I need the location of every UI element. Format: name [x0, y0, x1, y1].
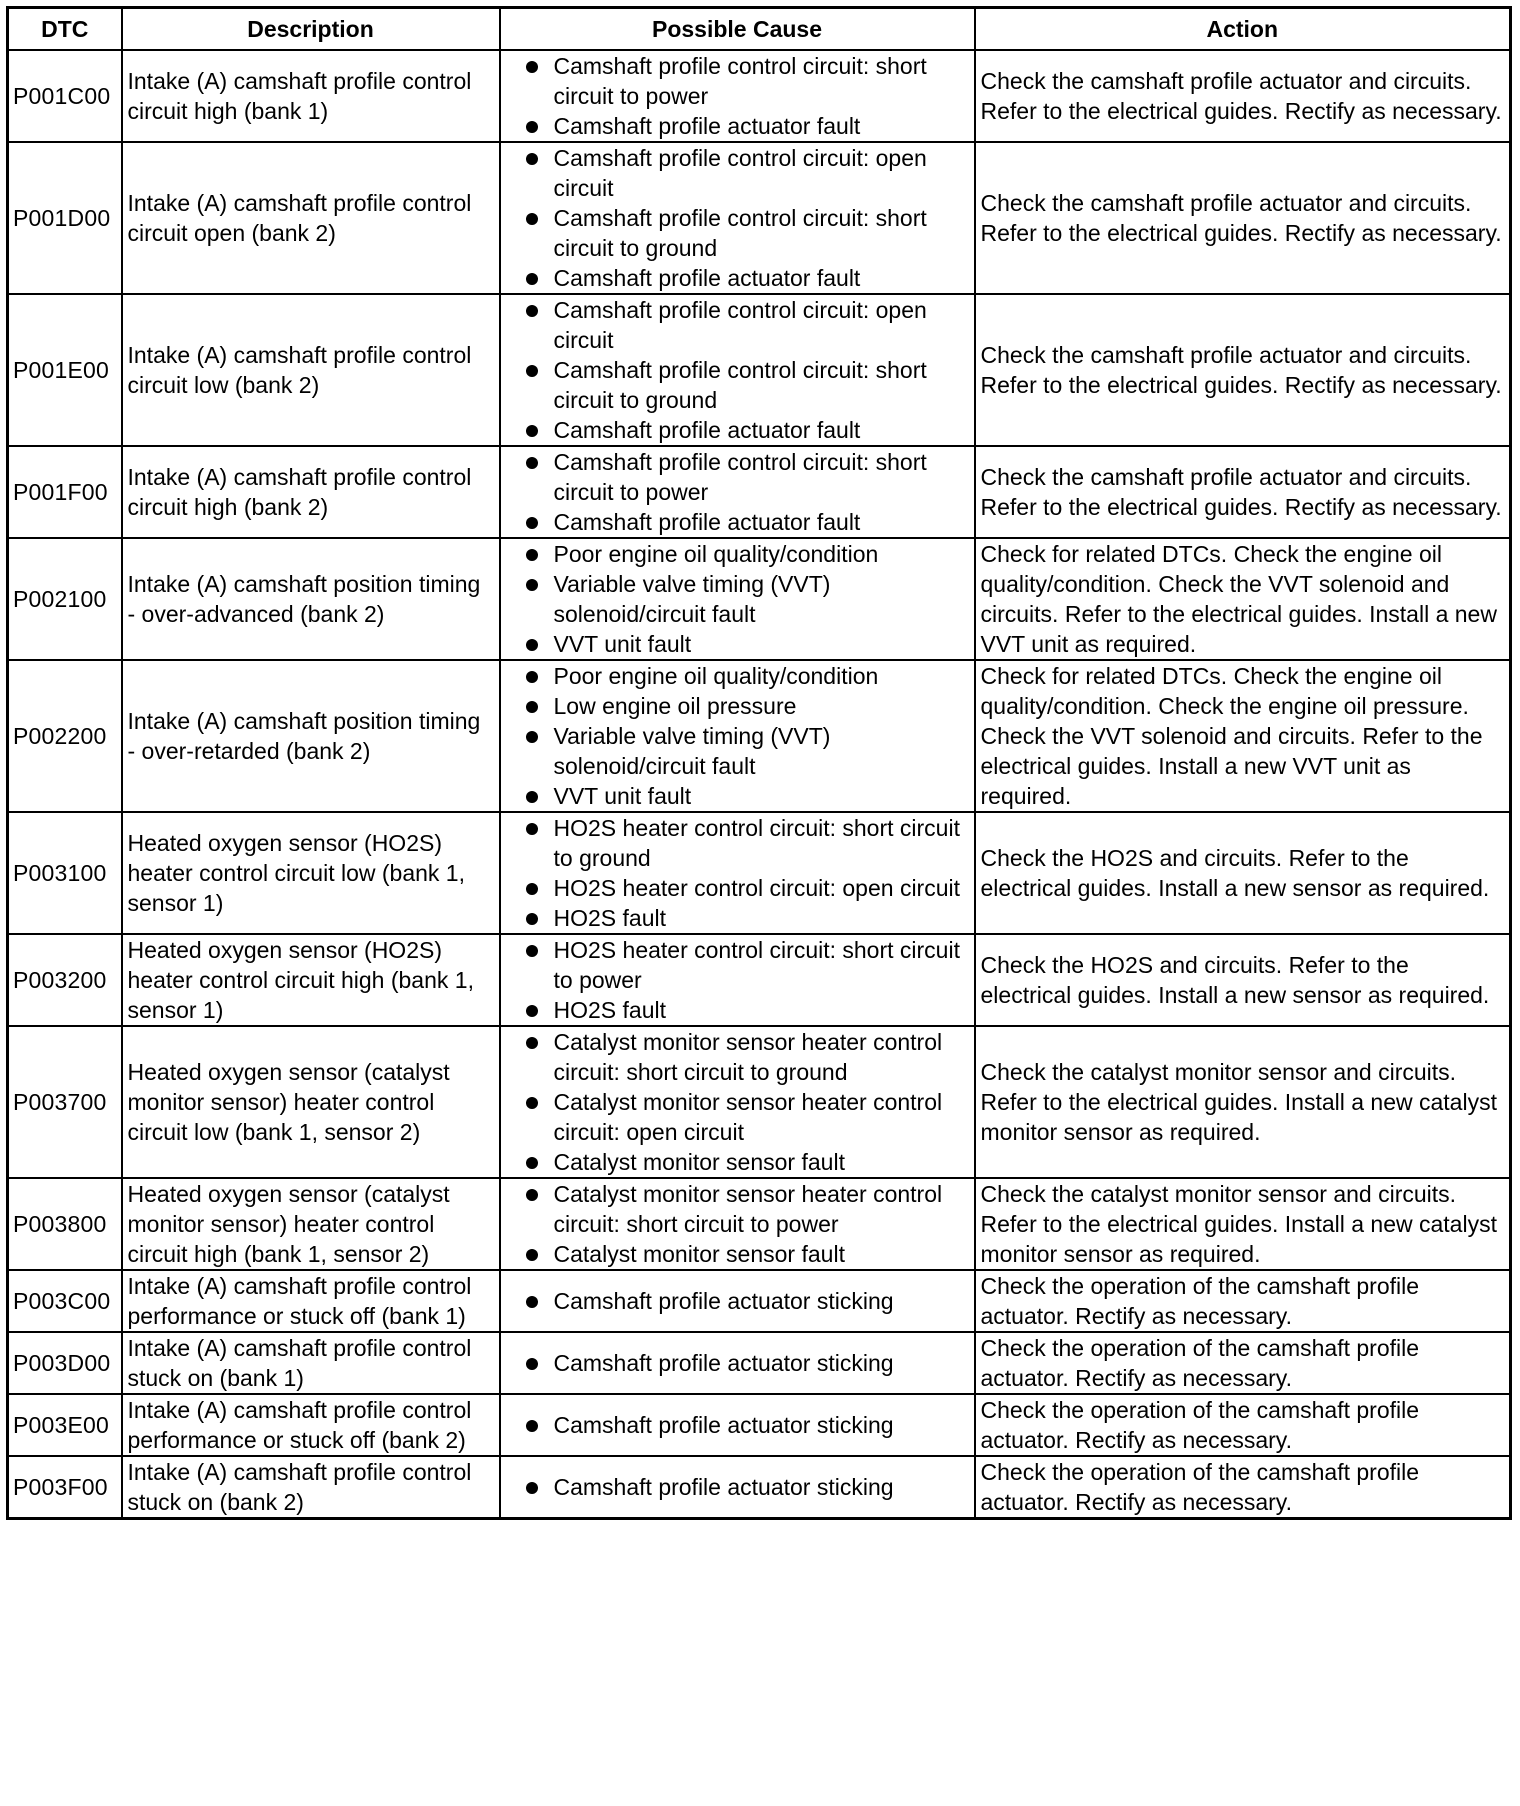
table-row — [8, 294, 1511, 446]
dtc-code-cell: P003D00 — [8, 1332, 122, 1394]
cause-list-item: Camshaft profile control circuit: short circuit to ground — [506, 355, 969, 415]
possible-cause-cell — [500, 446, 975, 538]
action-cell: Check for related DTCs. Check the engine oil quality/condition. Check the VVT solenoid and circuits. Refer to the electrical guides. Install a new VVT unit as required. — [975, 538, 1511, 660]
table-row — [8, 1456, 1511, 1519]
action-cell: Check the catalyst monitor sensor and circuits. Refer to the electrical guides. Install a new catalyst monitor sensor as required. — [975, 1026, 1511, 1178]
cause-list-item: Poor engine oil quality/condition — [506, 539, 969, 569]
dtc-code-cell: P001F00 — [8, 446, 122, 538]
possible-cause-cell — [500, 1456, 975, 1519]
cause-list — [506, 935, 969, 1025]
cause-list-item: Camshaft profile actuator sticking — [506, 1472, 969, 1502]
action-cell: Check the camshaft profile actuator and circuits. Refer to the electrical guides. Rectify as necessary. — [975, 50, 1511, 142]
cause-list-item: Camshaft profile actuator sticking — [506, 1348, 969, 1378]
table-row — [8, 1332, 1511, 1394]
dtc-code-cell: P003C00 — [8, 1270, 122, 1332]
description-cell: Intake (A) camshaft profile control circuit open (bank 2) — [122, 142, 500, 294]
cause-list-item: Low engine oil pressure — [506, 691, 969, 721]
dtc-code-cell: P003E00 — [8, 1394, 122, 1456]
table-row — [8, 812, 1511, 934]
action-cell: Check the HO2S and circuits. Refer to the electrical guides. Install a new sensor as required. — [975, 812, 1511, 934]
description-cell: Intake (A) camshaft position timing - over-retarded (bank 2) — [122, 660, 500, 812]
cause-list-item: Catalyst monitor sensor heater control circuit: short circuit to power — [506, 1179, 969, 1239]
action-cell: Check the HO2S and circuits. Refer to the electrical guides. Install a new sensor as required. — [975, 934, 1511, 1026]
header-dtc: DTC — [8, 8, 122, 51]
cause-list-item: Camshaft profile control circuit: open circuit — [506, 295, 969, 355]
header-action: Action — [975, 8, 1511, 51]
possible-cause-cell — [500, 812, 975, 934]
table-row — [8, 660, 1511, 812]
header-possible-cause: Possible Cause — [500, 8, 975, 51]
possible-cause-cell — [500, 1332, 975, 1394]
dtc-code-cell: P003700 — [8, 1026, 122, 1178]
possible-cause-cell — [500, 1178, 975, 1270]
possible-cause-cell — [500, 294, 975, 446]
cause-list — [506, 661, 969, 811]
cause-list-item: Variable valve timing (VVT) solenoid/circuit fault — [506, 569, 969, 629]
cause-list — [506, 813, 969, 933]
cause-list — [506, 1410, 969, 1440]
dtc-code-cell: P003F00 — [8, 1456, 122, 1519]
cause-list — [506, 447, 969, 537]
description-cell: Heated oxygen sensor (catalyst monitor sensor) heater control circuit low (bank 1, sensor 2) — [122, 1026, 500, 1178]
cause-list — [506, 539, 969, 659]
cause-list — [506, 143, 969, 293]
possible-cause-cell — [500, 1394, 975, 1456]
possible-cause-cell — [500, 538, 975, 660]
cause-list — [506, 1027, 969, 1177]
table-row — [8, 1026, 1511, 1178]
description-cell: Intake (A) camshaft profile control stuck on (bank 2) — [122, 1456, 500, 1519]
cause-list-item: Poor engine oil quality/condition — [506, 661, 969, 691]
cause-list-item: Camshaft profile actuator sticking — [506, 1410, 969, 1440]
action-cell: Check the operation of the camshaft profile actuator. Rectify as necessary. — [975, 1270, 1511, 1332]
action-cell: Check the operation of the camshaft profile actuator. Rectify as necessary. — [975, 1394, 1511, 1456]
possible-cause-cell — [500, 934, 975, 1026]
action-cell: Check for related DTCs. Check the engine oil quality/condition. Check the engine oil pressure. Check the VVT solenoid and circuits. Refer to the electrical guides. Install a new VVT unit as required. — [975, 660, 1511, 812]
cause-list-item: Variable valve timing (VVT) solenoid/circuit fault — [506, 721, 969, 781]
action-cell: Check the camshaft profile actuator and circuits. Refer to the electrical guides. Rectify as necessary. — [975, 142, 1511, 294]
dtc-code-cell: P003800 — [8, 1178, 122, 1270]
cause-list — [506, 1179, 969, 1269]
possible-cause-cell — [500, 1270, 975, 1332]
description-cell: Intake (A) camshaft profile control circuit high (bank 1) — [122, 50, 500, 142]
description-cell: Intake (A) camshaft position timing - over-advanced (bank 2) — [122, 538, 500, 660]
header-row — [8, 8, 1511, 51]
action-cell: Check the catalyst monitor sensor and circuits. Refer to the electrical guides. Install a new catalyst monitor sensor as required. — [975, 1178, 1511, 1270]
dtc-code-cell: P001C00 — [8, 50, 122, 142]
cause-list-item: Catalyst monitor sensor fault — [506, 1147, 969, 1177]
cause-list — [506, 1286, 969, 1316]
table-row — [8, 446, 1511, 538]
cause-list-item: HO2S fault — [506, 995, 969, 1025]
description-cell: Intake (A) camshaft profile control stuck on (bank 1) — [122, 1332, 500, 1394]
table-header — [8, 8, 1511, 51]
cause-list-item: Camshaft profile actuator fault — [506, 111, 969, 141]
cause-list-item: HO2S heater control circuit: short circuit to ground — [506, 813, 969, 873]
cause-list-item: HO2S heater control circuit: short circuit to power — [506, 935, 969, 995]
table-row — [8, 538, 1511, 660]
cause-list-item: Catalyst monitor sensor fault — [506, 1239, 969, 1269]
possible-cause-cell — [500, 660, 975, 812]
dtc-code-cell: P003100 — [8, 812, 122, 934]
cause-list-item: Camshaft profile control circuit: open circuit — [506, 143, 969, 203]
dtc-code-cell: P001E00 — [8, 294, 122, 446]
table-row — [8, 1178, 1511, 1270]
dtc-code-cell: P001D00 — [8, 142, 122, 294]
dtc-table — [6, 6, 1512, 1520]
table-row — [8, 1394, 1511, 1456]
cause-list-item: Camshaft profile actuator fault — [506, 507, 969, 537]
table-row — [8, 142, 1511, 294]
action-cell: Check the camshaft profile actuator and circuits. Refer to the electrical guides. Rectify as necessary. — [975, 446, 1511, 538]
description-cell: Intake (A) camshaft profile control performance or stuck off (bank 2) — [122, 1394, 500, 1456]
dtc-code-cell: P003200 — [8, 934, 122, 1026]
cause-list-item: Camshaft profile control circuit: short circuit to power — [506, 447, 969, 507]
cause-list-item: Camshaft profile control circuit: short circuit to power — [506, 51, 969, 111]
description-cell: Intake (A) camshaft profile control circuit high (bank 2) — [122, 446, 500, 538]
cause-list-item: Catalyst monitor sensor heater control circuit: short circuit to ground — [506, 1027, 969, 1087]
description-cell: Intake (A) camshaft profile control performance or stuck off (bank 1) — [122, 1270, 500, 1332]
cause-list-item: VVT unit fault — [506, 781, 969, 811]
description-cell: Heated oxygen sensor (HO2S) heater control circuit low (bank 1, sensor 1) — [122, 812, 500, 934]
action-cell: Check the camshaft profile actuator and circuits. Refer to the electrical guides. Rectify as necessary. — [975, 294, 1511, 446]
action-cell: Check the operation of the camshaft profile actuator. Rectify as necessary. — [975, 1332, 1511, 1394]
dtc-code-cell: P002100 — [8, 538, 122, 660]
cause-list-item: HO2S fault — [506, 903, 969, 933]
dtc-code-cell: P002200 — [8, 660, 122, 812]
cause-list-item: Camshaft profile actuator sticking — [506, 1286, 969, 1316]
action-cell: Check the operation of the camshaft profile actuator. Rectify as necessary. — [975, 1456, 1511, 1519]
cause-list-item: Camshaft profile control circuit: short circuit to ground — [506, 203, 969, 263]
description-cell: Heated oxygen sensor (catalyst monitor sensor) heater control circuit high (bank 1, sensor 2) — [122, 1178, 500, 1270]
cause-list — [506, 51, 969, 141]
cause-list-item: Camshaft profile actuator fault — [506, 415, 969, 445]
description-cell: Intake (A) camshaft profile control circuit low (bank 2) — [122, 294, 500, 446]
cause-list — [506, 1472, 969, 1502]
cause-list-item: HO2S heater control circuit: open circuit — [506, 873, 969, 903]
possible-cause-cell — [500, 142, 975, 294]
possible-cause-cell — [500, 50, 975, 142]
description-cell: Heated oxygen sensor (HO2S) heater control circuit high (bank 1, sensor 1) — [122, 934, 500, 1026]
cause-list — [506, 295, 969, 445]
table-body — [8, 50, 1511, 1519]
cause-list-item: VVT unit fault — [506, 629, 969, 659]
table-row — [8, 50, 1511, 142]
header-description: Description — [122, 8, 500, 51]
cause-list-item: Catalyst monitor sensor heater control circuit: open circuit — [506, 1087, 969, 1147]
possible-cause-cell — [500, 1026, 975, 1178]
cause-list — [506, 1348, 969, 1378]
table-row — [8, 934, 1511, 1026]
cause-list-item: Camshaft profile actuator fault — [506, 263, 969, 293]
table-row — [8, 1270, 1511, 1332]
